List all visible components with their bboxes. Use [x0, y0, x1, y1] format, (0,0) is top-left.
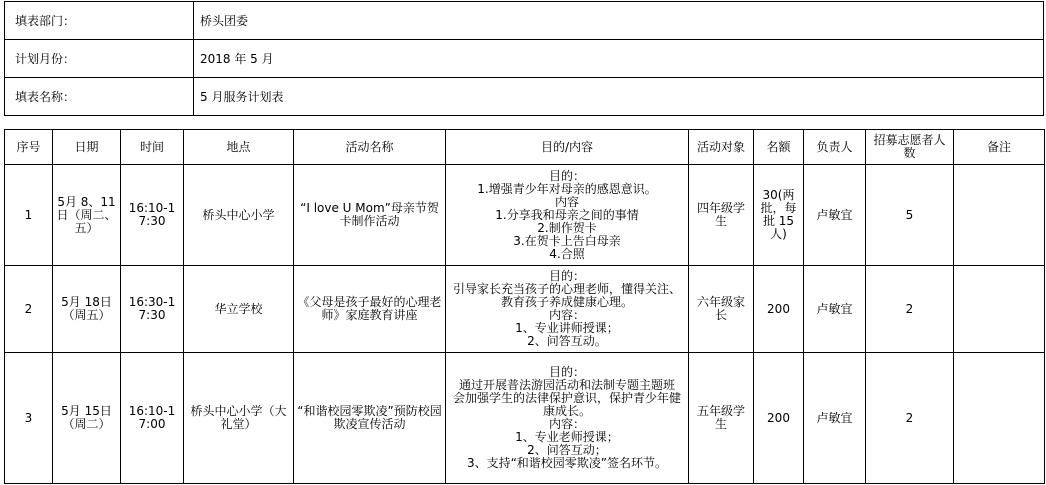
info-value: 5 月服务计划表: [194, 78, 1044, 116]
table-header-row: [5, 130, 1045, 165]
info-label: 计划月份：: [5, 40, 194, 78]
row-owner: [804, 165, 866, 266]
row-target-text: 六年级家长: [696, 295, 745, 322]
content-line: 3、支持“和谐校园零欺凌”签名环节。: [466, 456, 668, 470]
row-quota: [754, 165, 804, 266]
column-header-label: 招募志愿者人数: [873, 133, 946, 160]
column-header-label: 备注: [986, 139, 1011, 154]
row-date: [53, 266, 121, 353]
row-date-text: 5月 8、11日（周二、五）: [56, 194, 117, 235]
content-line: 1.增强青少年对母亲的感恩意识。: [477, 181, 657, 196]
row-number-text: 3: [24, 410, 33, 425]
row-place: [184, 165, 294, 266]
info-label: 填表部门：: [5, 2, 194, 40]
row-quota-text: 200: [767, 301, 790, 316]
column-header: [754, 130, 804, 165]
row-time: [121, 353, 184, 484]
row-activity-name-text: “I love U Mom”母亲节贺卡制作活动: [300, 201, 439, 228]
content-line: 1、专业老师授课；: [515, 430, 619, 444]
content-line: 目的：: [548, 168, 585, 183]
column-header: [53, 130, 121, 165]
row-quota-text: 200: [767, 410, 790, 425]
row-time: [121, 266, 184, 353]
service-plan-table: [4, 129, 1045, 484]
row-number: [5, 266, 53, 353]
content-line: 内容: [554, 194, 579, 209]
row-number-text: 2: [24, 301, 33, 316]
column-header-label: 日期: [74, 139, 99, 154]
row-volunteer-count: [866, 266, 954, 353]
content-line: 内容：: [548, 417, 585, 431]
column-header-label: 负责人: [816, 139, 853, 154]
row-date: [53, 353, 121, 484]
content-line: 通过开展普法游园活动和法制专题主题班: [458, 378, 675, 392]
content-line: 2、问答互动。: [527, 334, 607, 348]
row-volunteer-count-text: 2: [905, 410, 914, 425]
info-value: 2018 年 5 月: [194, 40, 1044, 78]
content-line: 内容：: [548, 308, 585, 322]
row-volunteer-count: [866, 165, 954, 266]
row-content: [446, 165, 689, 266]
column-header: [866, 130, 954, 165]
content-line: 1.分享我和母亲之间的事情: [495, 207, 639, 222]
column-header: [5, 130, 53, 165]
table-row: [5, 165, 1045, 266]
column-header: [184, 130, 294, 165]
row-place: [184, 266, 294, 353]
column-header: [294, 130, 446, 165]
row-note: [954, 165, 1045, 266]
row-activity-name-text: “和谐校园零欺凌”预防校园欺凌宣传活动: [297, 404, 442, 431]
row-owner: [804, 353, 866, 484]
info-row: [5, 2, 1044, 40]
info-table-body: [5, 2, 1044, 116]
row-target-text: 四年级学生: [696, 201, 745, 228]
row-note: [954, 266, 1045, 353]
row-time-text: 16:10-17:00: [128, 404, 176, 431]
column-header: [804, 130, 866, 165]
content-line: 2、问答互动；: [527, 443, 607, 457]
content-line: 引导家长充当孩子的心理老师，懂得关注、: [452, 282, 681, 296]
content-line: 康成长。: [542, 404, 591, 418]
row-place: [184, 353, 294, 484]
content-line: 目的：: [548, 365, 585, 379]
row-place-text: 桥头中心小学（大礼堂）: [190, 404, 287, 431]
row-owner-text: 卢敏宜: [816, 301, 853, 316]
row-target: [689, 353, 754, 484]
column-header: [954, 130, 1045, 165]
row-target: [689, 165, 754, 266]
row-target: [689, 266, 754, 353]
column-header: [689, 130, 754, 165]
info-label: 填表名称：: [5, 78, 194, 116]
row-target-text: 五年级学生: [696, 404, 745, 431]
row-number: [5, 165, 53, 266]
column-header: [446, 130, 689, 165]
content-line: 教育孩子养成健康心理。: [500, 295, 633, 309]
row-content: [446, 353, 689, 484]
row-date-text: 5月 15日（周二）: [61, 404, 112, 431]
content-line: 3.在贺卡上告白母亲: [513, 233, 621, 248]
table-row: [5, 353, 1045, 484]
row-time-text: 16:30-17:30: [128, 295, 176, 322]
table-row: [5, 266, 1045, 353]
row-number: [5, 353, 53, 484]
content-line: 2.制作贺卡: [537, 220, 597, 235]
row-owner-text: 卢敏宜: [816, 207, 853, 222]
info-table: [4, 1, 1044, 116]
service-plan-body: [5, 130, 1045, 484]
row-activity-name: [294, 266, 446, 353]
row-activity-name: [294, 165, 446, 266]
row-activity-name: [294, 353, 446, 484]
row-quota: [754, 353, 804, 484]
info-value: 桥头团委: [194, 2, 1044, 40]
row-number-text: 1: [24, 207, 33, 222]
content-line: 目的：: [548, 269, 585, 283]
row-activity-name-text: 《父母是孩子最好的心理老师》家庭教育讲座: [297, 295, 442, 322]
content-line: 会加强学生的法律保护意识，保护青少年健: [452, 391, 681, 405]
row-time-text: 16:10-17:30: [128, 201, 176, 228]
row-content: [446, 266, 689, 353]
info-row: [5, 78, 1044, 116]
row-volunteer-count-text: 2: [905, 301, 914, 316]
row-quota: [754, 266, 804, 353]
row-time: [121, 165, 184, 266]
info-row: [5, 40, 1044, 78]
row-date-text: 5月 18日（周五）: [61, 295, 112, 322]
column-header-label: 活动对象: [696, 139, 745, 154]
content-line: 4.合照: [549, 246, 585, 261]
content-line: 1、专业讲师授课；: [515, 321, 619, 335]
column-header-label: 时间: [139, 139, 164, 154]
column-header-label: 地点: [226, 139, 251, 154]
row-owner-text: 卢敏宜: [816, 410, 853, 425]
row-date: [53, 165, 121, 266]
row-owner: [804, 266, 866, 353]
column-header-label: 序号: [16, 139, 41, 154]
row-note: [954, 353, 1045, 484]
column-header: [121, 130, 184, 165]
row-place-text: 华立学校: [214, 301, 263, 316]
column-header-label: 目的/内容: [540, 139, 594, 154]
column-header-label: 活动名称: [345, 139, 394, 154]
row-quota-text: 30(两批，每批 15人): [760, 188, 797, 241]
row-place-text: 桥头中心小学: [202, 207, 275, 222]
row-volunteer-count: [866, 353, 954, 484]
row-volunteer-count-text: 5: [905, 207, 914, 222]
column-header-label: 名额: [766, 139, 791, 154]
